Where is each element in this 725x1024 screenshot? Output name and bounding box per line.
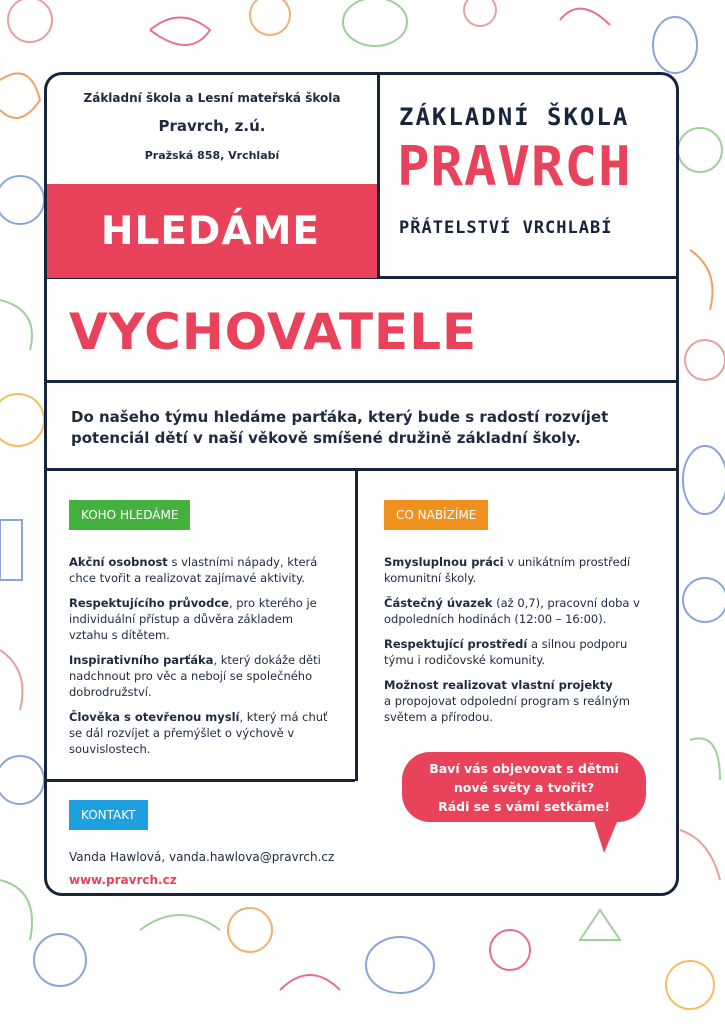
logo-main: PRAVRCH xyxy=(397,135,632,198)
bubble-line: Baví vás objevovat s dětmi xyxy=(429,760,619,776)
school-legal-name: Pravrch, z.ú. xyxy=(158,117,266,135)
bubble-tail xyxy=(592,815,622,855)
logo-top: ZÁKLADNÍ ŠKOLA xyxy=(399,103,630,131)
who-item: Respektujícího průvodce, pro kterého je individuální přístup a důvěra základem vztahu s dítětem. xyxy=(69,596,317,642)
offer-item: Možnost realizovat vlastní projekty a propojovat odpolední program s reálným světem a přírodou. xyxy=(384,678,630,724)
who-label: KOHO HLEDÁME xyxy=(69,500,190,530)
logo-bottom: PŘÁTELSTVÍ VRCHLABÍ xyxy=(399,218,613,238)
school-address: Pražská 858, Vrchlabí xyxy=(144,149,280,162)
contact-section xyxy=(69,800,335,887)
poster-card xyxy=(44,72,679,896)
divider-horizontal-2 xyxy=(47,380,679,383)
offer-label: CO NABÍZÍME xyxy=(384,500,488,530)
school-logo xyxy=(377,75,679,277)
school-info xyxy=(47,75,377,185)
offer-item: Částečný úvazek (až 0,7), pracovní doba v odpoledních hodinách (12:00 – 16:00). xyxy=(384,596,640,626)
contact-label: KONTAKT xyxy=(69,800,148,830)
offer-section xyxy=(384,500,674,734)
banner-hledame: HLEDÁME xyxy=(44,184,377,278)
school-name: Základní škola a Lesní mateřská škola xyxy=(83,91,341,105)
website-link[interactable]: www.pravrch.cz xyxy=(69,873,177,887)
offer-item: Respektující prostředí a silnou podporu týmu i rodičovské komunity. xyxy=(384,637,628,667)
divider-horizontal-4 xyxy=(47,779,355,782)
who-item: Inspirativního parťáka, který dokáže děti nadchnout pro věc a nebojí se společného dobrodružství. xyxy=(69,653,321,699)
who-section xyxy=(69,500,359,766)
who-item: Akční osobnost s vlastními nápady, která chce tvořit a realizovat zajímavé aktivity. xyxy=(69,555,318,585)
bubble-line: nové světy a tvořit? xyxy=(453,779,595,795)
offer-item: Smysluplnou práci v unikátním prostředí komunitní školy. xyxy=(384,555,631,585)
speech-bubble xyxy=(402,752,646,822)
intro-text: Do našeho týmu hledáme parťáka, který bude s radostí rozvíjet potenciál dětí v naší věkově smíšené družině základní školy. xyxy=(71,408,609,447)
bubble-line: Rádi se s vámi setkáme! xyxy=(438,798,610,814)
divider-horizontal-3 xyxy=(47,468,679,471)
contact-name-email[interactable]: Vanda Hawlová, vanda.hawlova@pravrch.cz xyxy=(69,850,335,864)
who-item: Člověka s otevřenou myslí, který má chuť se dál rozvíjet a přemýšlet o výchově v souvislostech. xyxy=(69,710,328,756)
headline: VYCHOVATELE xyxy=(69,303,478,361)
